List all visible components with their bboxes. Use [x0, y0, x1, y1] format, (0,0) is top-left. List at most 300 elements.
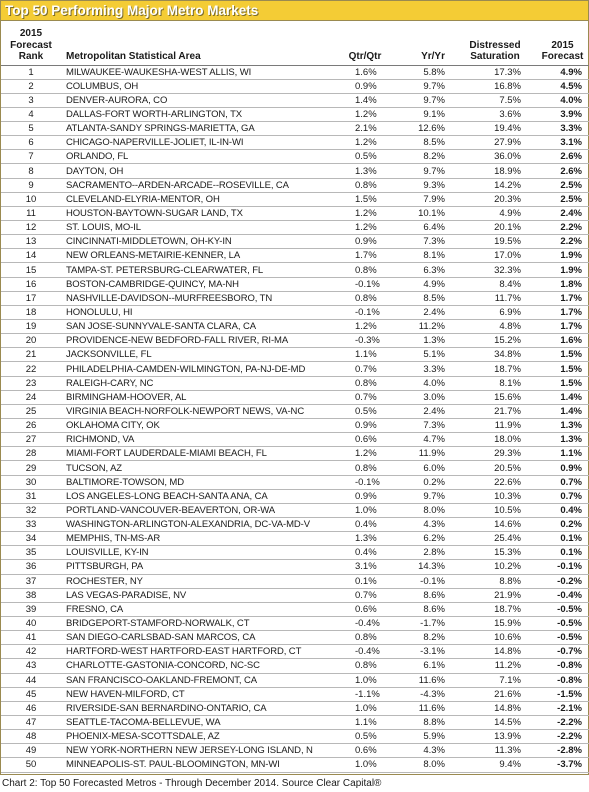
forecast-cell: 2.2% [560, 236, 582, 248]
msa-cell: COLUMBUS, OH [66, 80, 139, 92]
qtr-qtr-cell: 1.4% [355, 94, 377, 106]
yr-yr-cell: 8.5% [423, 137, 445, 149]
table-row [1, 277, 589, 291]
qtr-qtr-cell: 0.9% [355, 420, 377, 432]
yr-yr-cell: 9.1% [423, 108, 445, 120]
distressed-saturation-cell: 14.5% [494, 717, 521, 729]
yr-yr-cell: 5.8% [423, 66, 445, 78]
table-row [1, 164, 589, 178]
qtr-qtr-cell: 0.5% [355, 405, 377, 417]
rank-cell: 37 [25, 575, 37, 587]
msa-cell: LAS VEGAS-PARADISE, NV [66, 589, 187, 601]
forecast-cell: 0.7% [560, 490, 582, 502]
msa-cell: VIRGINIA BEACH-NORFOLK-NEWPORT NEWS, VA-NC [66, 405, 305, 417]
forecast-cell: 1.5% [560, 363, 582, 375]
qtr-qtr-cell: 0.9% [355, 490, 377, 502]
yr-yr-cell: 4.0% [423, 377, 445, 389]
distressed-saturation-cell: 29.3% [494, 448, 521, 460]
yr-yr-cell: 8.5% [423, 292, 445, 304]
yr-yr-cell: 4.9% [423, 278, 445, 290]
rank-cell: 14 [25, 250, 37, 262]
rank-cell: 4 [28, 108, 34, 120]
forecast-cell: -0.8% [557, 660, 582, 672]
forecast-cell: 1.7% [560, 306, 582, 318]
forecast-cell: 0.2% [560, 519, 582, 531]
yr-yr-cell: 8.8% [423, 717, 445, 729]
header-yr-yr: Yr/Yr [421, 51, 445, 62]
yr-yr-cell: 6.3% [423, 264, 445, 276]
table-row [1, 334, 589, 348]
distressed-saturation-cell: 7.1% [499, 674, 521, 686]
qtr-qtr-cell: 1.1% [355, 717, 377, 729]
rank-cell: 44 [25, 674, 37, 686]
rank-cell: 8 [28, 165, 34, 177]
msa-cell: PHILADELPHIA-CAMDEN-WILMINGTON, PA-NJ-DE-MD [66, 363, 306, 375]
qtr-qtr-cell: 2.1% [355, 123, 377, 135]
forecast-cell: -0.5% [557, 603, 582, 615]
table-row [1, 376, 589, 390]
table-row [1, 489, 589, 503]
rank-cell: 3 [28, 94, 34, 106]
qtr-qtr-cell: -0.1% [355, 306, 380, 318]
distressed-saturation-cell: 18.9% [494, 165, 521, 177]
forecast-cell: 1.6% [560, 335, 582, 347]
msa-cell: LOS ANGELES-LONG BEACH-SANTA ANA, CA [66, 490, 268, 502]
forecast-cell: 0.4% [560, 504, 582, 516]
header-row [1, 21, 589, 65]
rank-cell: 1 [28, 66, 34, 78]
forecast-cell: 3.1% [560, 137, 582, 149]
table-row [1, 588, 589, 602]
forecast-cell: -0.5% [557, 632, 582, 644]
distressed-saturation-cell: 21.7% [494, 405, 521, 417]
qtr-qtr-cell: -0.1% [355, 278, 380, 290]
table-row [1, 503, 589, 517]
forecast-cell: -3.7% [557, 759, 582, 771]
yr-yr-cell: 9.7% [423, 94, 445, 106]
table-row [1, 122, 589, 136]
distressed-saturation-cell: 10.3% [494, 490, 521, 502]
forecast-cell: 0.1% [560, 533, 582, 545]
msa-cell: SAN DIEGO-CARLSBAD-SAN MARCOS, CA [66, 632, 256, 644]
distressed-saturation-cell: 4.9% [499, 207, 521, 219]
yr-yr-cell: 8.0% [423, 504, 445, 516]
yr-yr-cell: 8.2% [423, 632, 445, 644]
rank-cell: 29 [25, 462, 37, 474]
msa-cell: NEW HAVEN-MILFORD, CT [66, 688, 185, 700]
table-row [1, 235, 589, 249]
header-msa: Metropolitan Statistical Area [66, 51, 201, 62]
distressed-saturation-cell: 36.0% [494, 151, 521, 163]
msa-cell: FRESNO, CA [66, 603, 124, 615]
yr-yr-cell: 11.2% [418, 321, 445, 333]
table-row [1, 93, 589, 107]
table-row [1, 730, 589, 744]
distressed-saturation-cell: 18.0% [494, 434, 521, 446]
qtr-qtr-cell: -0.4% [355, 646, 380, 658]
table-row [1, 574, 589, 588]
table-row [1, 560, 589, 574]
distressed-saturation-cell: 21.6% [494, 688, 521, 700]
qtr-qtr-cell: 0.6% [355, 434, 377, 446]
table-row [1, 631, 589, 645]
forecast-cell: 0.7% [560, 476, 582, 488]
yr-yr-cell: 10.1% [418, 207, 445, 219]
qtr-qtr-cell: 1.2% [355, 137, 377, 149]
table-row [1, 320, 589, 334]
qtr-qtr-cell: 0.1% [355, 575, 377, 587]
yr-yr-cell: 4.3% [423, 519, 445, 531]
msa-cell: SAN FRANCISCO-OAKLAND-FREMONT, CA [66, 674, 257, 686]
rank-cell: 35 [25, 547, 37, 559]
rank-cell: 49 [25, 745, 37, 757]
forecast-cell: 1.9% [560, 250, 582, 262]
msa-cell: HONOLULU, HI [66, 306, 133, 318]
rank-cell: 15 [25, 264, 37, 276]
msa-cell: CINCINNATI-MIDDLETOWN, OH-KY-IN [66, 236, 232, 248]
forecast-cell: -2.1% [557, 702, 582, 714]
forecast-cell: 1.4% [560, 391, 582, 403]
msa-cell: MILWAUKEE-WAUKESHA-WEST ALLIS, WI [66, 66, 252, 78]
msa-cell: TUCSON, AZ [66, 462, 123, 474]
table-row [1, 79, 589, 93]
yr-yr-cell: 8.0% [423, 759, 445, 771]
header-qtr-qtr: Qtr/Qtr [348, 51, 382, 62]
rank-cell: 5 [28, 123, 34, 135]
distressed-saturation-cell: 14.6% [494, 519, 521, 531]
table-row [1, 602, 589, 616]
table-row [1, 645, 589, 659]
rank-cell: 20 [25, 335, 37, 347]
forecast-cell: 4.0% [560, 94, 582, 106]
msa-cell: ST. LOUIS, MO-IL [66, 222, 141, 234]
msa-cell: SEATTLE-TACOMA-BELLEVUE, WA [66, 717, 221, 729]
qtr-qtr-cell: 0.7% [355, 589, 377, 601]
table-row [1, 263, 589, 277]
qtr-qtr-cell: 0.5% [355, 731, 377, 743]
distressed-saturation-cell: 14.8% [494, 646, 521, 658]
qtr-qtr-cell: 1.3% [355, 165, 377, 177]
distressed-saturation-cell: 14.8% [494, 702, 521, 714]
distressed-saturation-cell: 27.9% [494, 137, 521, 149]
rank-cell: 25 [25, 405, 37, 417]
distressed-saturation-cell: 34.8% [494, 349, 521, 361]
table-row [1, 659, 589, 673]
table-row [1, 192, 589, 206]
header-2015-forecast: 2015 Forecast [541, 39, 584, 62]
distressed-saturation-cell: 8.1% [499, 377, 521, 389]
qtr-qtr-cell: 1.0% [355, 674, 377, 686]
distressed-saturation-cell: 8.8% [499, 575, 521, 587]
table-row [1, 701, 589, 715]
yr-yr-cell: 6.0% [423, 462, 445, 474]
forecast-cell: 2.6% [560, 151, 582, 163]
table-row [1, 305, 589, 319]
table-row [1, 150, 589, 164]
distressed-saturation-cell: 11.3% [494, 745, 521, 757]
rank-cell: 24 [25, 391, 37, 403]
qtr-qtr-cell: 3.1% [355, 561, 377, 573]
table-row [1, 715, 589, 729]
yr-yr-cell: 7.3% [423, 420, 445, 432]
distressed-saturation-cell: 17.0% [494, 250, 521, 262]
qtr-qtr-cell: 0.9% [355, 80, 377, 92]
table-row [1, 404, 589, 418]
qtr-qtr-cell: 0.8% [355, 292, 377, 304]
qtr-qtr-cell: 1.2% [355, 222, 377, 234]
distressed-saturation-cell: 20.1% [494, 222, 521, 234]
table-row [1, 206, 589, 220]
qtr-qtr-cell: 0.5% [355, 151, 377, 163]
msa-cell: RALEIGH-CARY, NC [66, 377, 154, 389]
msa-cell: PROVIDENCE-NEW BEDFORD-FALL RIVER, RI-MA [66, 335, 289, 347]
distressed-saturation-cell: 20.5% [494, 462, 521, 474]
forecast-cell: -0.1% [557, 561, 582, 573]
rank-cell: 36 [25, 561, 37, 573]
msa-cell: DALLAS-FORT WORTH-ARLINGTON, TX [66, 108, 243, 120]
yr-yr-cell: 1.3% [423, 335, 445, 347]
msa-cell: MEMPHIS, TN-MS-AR [66, 533, 161, 545]
forecast-cell: 3.3% [560, 123, 582, 135]
distressed-saturation-cell: 18.7% [494, 363, 521, 375]
msa-cell: DAYTON, OH [66, 165, 124, 177]
rank-cell: 27 [25, 434, 37, 446]
forecast-cell: 1.3% [560, 420, 582, 432]
qtr-qtr-cell: 0.8% [355, 179, 377, 191]
qtr-qtr-cell: 1.2% [355, 108, 377, 120]
yr-yr-cell: 8.6% [423, 603, 445, 615]
distressed-saturation-cell: 10.6% [494, 632, 521, 644]
yr-yr-cell: 7.9% [423, 193, 445, 205]
rank-cell: 16 [25, 278, 37, 290]
distressed-saturation-cell: 11.9% [494, 420, 521, 432]
qtr-qtr-cell: 0.4% [355, 547, 377, 559]
distressed-saturation-cell: 20.3% [494, 193, 521, 205]
qtr-qtr-cell: 1.1% [355, 349, 377, 361]
yr-yr-cell: 4.7% [423, 434, 445, 446]
qtr-qtr-cell: 0.8% [355, 632, 377, 644]
yr-yr-cell: 3.3% [423, 363, 445, 375]
yr-yr-cell: 12.6% [418, 123, 445, 135]
forecast-cell: -0.2% [557, 575, 582, 587]
qtr-qtr-cell: 0.8% [355, 264, 377, 276]
qtr-qtr-cell: -0.1% [355, 476, 380, 488]
msa-cell: BALTIMORE-TOWSON, MD [66, 476, 184, 488]
table-row [1, 616, 589, 630]
msa-cell: BRIDGEPORT-STAMFORD-NORWALK, CT [66, 618, 250, 630]
table-body [1, 65, 589, 772]
rank-cell: 7 [28, 151, 34, 163]
metro-forecast-table [1, 21, 589, 773]
msa-cell: CHICAGO-NAPERVILLE-JOLIET, IL-IN-WI [66, 137, 244, 149]
forecast-cell: -2.2% [557, 731, 582, 743]
table-row [1, 178, 589, 192]
chart-caption: Chart 2: Top 50 Forecasted Metros - Through December 2014. Source Clear Capital® [2, 778, 382, 789]
yr-yr-cell: 14.3% [418, 561, 445, 573]
distressed-saturation-cell: 22.6% [494, 476, 521, 488]
qtr-qtr-cell: 1.6% [355, 66, 377, 78]
yr-yr-cell: 2.8% [423, 547, 445, 559]
forecast-cell: 1.3% [560, 434, 582, 446]
yr-yr-cell: 3.0% [423, 391, 445, 403]
msa-cell: NASHVILLE-DAVIDSON--MURFREESBORO, TN [66, 292, 273, 304]
title-bar [1, 1, 588, 21]
forecast-cell: 2.4% [560, 207, 582, 219]
qtr-qtr-cell: 1.2% [355, 321, 377, 333]
qtr-qtr-cell: 1.5% [355, 193, 377, 205]
msa-cell: BOSTON-CAMBRIDGE-QUINCY, MA-NH [66, 278, 239, 290]
qtr-qtr-cell: 0.8% [355, 660, 377, 672]
msa-cell: LOUISVILLE, KY-IN [66, 547, 149, 559]
yr-yr-cell: 11.6% [418, 702, 445, 714]
forecast-cell: 4.9% [560, 66, 582, 78]
table-row [1, 291, 589, 305]
distressed-saturation-cell: 9.4% [499, 759, 521, 771]
rank-cell: 45 [25, 688, 37, 700]
distressed-saturation-cell: 11.2% [494, 660, 521, 672]
yr-yr-cell: 2.4% [423, 306, 445, 318]
table-row [1, 447, 589, 461]
table-row [1, 744, 589, 758]
rank-cell: 19 [25, 321, 37, 333]
msa-cell: MIAMI-FORT LAUDERDALE-MIAMI BEACH, FL [66, 448, 267, 460]
rank-cell: 38 [25, 589, 37, 601]
rank-cell: 12 [25, 222, 37, 234]
forecast-cell: 2.5% [560, 179, 582, 191]
msa-cell: CLEVELAND-ELYRIA-MENTOR, OH [66, 193, 220, 205]
yr-yr-cell: 0.2% [423, 476, 445, 488]
rank-cell: 30 [25, 476, 37, 488]
table-title: Top 50 Performing Major Metro Markets [5, 3, 259, 18]
table-row [1, 433, 589, 447]
forecast-cell: 2.5% [560, 193, 582, 205]
forecast-cell: -2.2% [557, 717, 582, 729]
yr-yr-cell: 8.1% [423, 250, 445, 262]
qtr-qtr-cell: 1.3% [355, 533, 377, 545]
forecast-cell: -1.5% [557, 688, 582, 700]
distressed-saturation-cell: 6.9% [499, 306, 521, 318]
distressed-saturation-cell: 21.9% [494, 589, 521, 601]
rank-cell: 9 [28, 179, 34, 191]
msa-cell: HARTFORD-WEST HARTFORD-EAST HARTFORD, CT [66, 646, 302, 658]
rank-cell: 2 [28, 80, 34, 92]
rank-cell: 13 [25, 236, 37, 248]
table-row [1, 461, 589, 475]
yr-yr-cell: 9.7% [423, 80, 445, 92]
forecast-cell: 2.2% [560, 222, 582, 234]
forecast-cell: -0.5% [557, 618, 582, 630]
msa-cell: WASHINGTON-ARLINGTON-ALEXANDRIA, DC-VA-MD-V [66, 519, 310, 531]
table-row [1, 518, 589, 532]
rank-cell: 48 [25, 731, 37, 743]
qtr-qtr-cell: -1.1% [355, 688, 380, 700]
msa-cell: PHOENIX-MESA-SCOTTSDALE, AZ [66, 731, 220, 743]
yr-yr-cell: 2.4% [423, 405, 445, 417]
msa-cell: HOUSTON-BAYTOWN-SUGAR LAND, TX [66, 207, 243, 219]
rank-cell: 33 [25, 519, 37, 531]
yr-yr-cell: -3.1% [420, 646, 445, 658]
qtr-qtr-cell: 1.0% [355, 702, 377, 714]
table-row [1, 475, 589, 489]
rank-cell: 39 [25, 603, 37, 615]
table-row [1, 546, 589, 560]
table-row [1, 107, 589, 121]
distressed-saturation-cell: 19.4% [494, 123, 521, 135]
rank-cell: 21 [25, 349, 37, 361]
yr-yr-cell: 7.3% [423, 236, 445, 248]
forecast-cell: 0.9% [560, 462, 582, 474]
qtr-qtr-cell: 0.7% [355, 391, 377, 403]
qtr-qtr-cell: 1.2% [355, 448, 377, 460]
rank-cell: 18 [25, 306, 37, 318]
forecast-cell: 1.8% [560, 278, 582, 290]
qtr-qtr-cell: 0.9% [355, 236, 377, 248]
rank-cell: 28 [25, 448, 37, 460]
forecast-cell: 0.1% [560, 547, 582, 559]
table-row [1, 136, 589, 150]
rank-cell: 47 [25, 717, 37, 729]
rank-cell: 6 [28, 137, 34, 149]
table-row [1, 249, 589, 263]
distressed-saturation-cell: 14.2% [494, 179, 521, 191]
qtr-qtr-cell: -0.3% [355, 335, 380, 347]
rank-cell: 23 [25, 377, 37, 389]
forecast-cell: 1.4% [560, 405, 582, 417]
yr-yr-cell: 8.6% [423, 589, 445, 601]
forecast-cell: -0.4% [557, 589, 582, 601]
msa-cell: BIRMINGHAM-HOOVER, AL [66, 391, 187, 403]
forecast-cell: -0.7% [557, 646, 582, 658]
header-distressed-saturation: Distressed Saturation [469, 39, 521, 62]
msa-cell: SACRAMENTO--ARDEN-ARCADE--ROSEVILLE, CA [66, 179, 289, 191]
forecast-cell: 4.5% [560, 80, 582, 92]
forecast-cell: 1.1% [560, 448, 582, 460]
distressed-saturation-cell: 15.9% [494, 618, 521, 630]
table-row [1, 758, 589, 772]
table-row [1, 348, 589, 362]
msa-cell: NEW ORLEANS-METAIRIE-KENNER, LA [66, 250, 241, 262]
msa-cell: ROCHESTER, NY [66, 575, 143, 587]
yr-yr-cell: 6.1% [423, 660, 445, 672]
distressed-saturation-cell: 16.8% [494, 80, 521, 92]
rank-cell: 22 [25, 363, 37, 375]
rank-cell: 17 [25, 292, 37, 304]
qtr-qtr-cell: 0.6% [355, 603, 377, 615]
qtr-qtr-cell: 1.7% [355, 250, 377, 262]
yr-yr-cell: 6.4% [423, 222, 445, 234]
table-row [1, 362, 589, 376]
yr-yr-cell: 8.2% [423, 151, 445, 163]
distressed-saturation-cell: 15.3% [494, 547, 521, 559]
yr-yr-cell: 6.2% [423, 533, 445, 545]
msa-cell: JACKSONVILLE, FL [66, 349, 152, 361]
yr-yr-cell: -1.7% [420, 618, 445, 630]
distressed-saturation-cell: 19.5% [494, 236, 521, 248]
msa-cell: SAN JOSE-SUNNYVALE-SANTA CLARA, CA [66, 321, 256, 333]
table-row [1, 419, 589, 433]
yr-yr-cell: 11.6% [418, 674, 445, 686]
yr-yr-cell: 4.3% [423, 745, 445, 757]
rank-cell: 50 [25, 759, 37, 771]
table-row [1, 532, 589, 546]
msa-cell: RIVERSIDE-SAN BERNARDINO-ONTARIO, CA [66, 702, 267, 714]
yr-yr-cell: 5.1% [423, 349, 445, 361]
rank-cell: 34 [25, 533, 37, 545]
table-row [1, 221, 589, 235]
rank-cell: 42 [25, 646, 37, 658]
yr-yr-cell: -4.3% [420, 688, 445, 700]
msa-cell: OKLAHOMA CITY, OK [66, 420, 160, 432]
